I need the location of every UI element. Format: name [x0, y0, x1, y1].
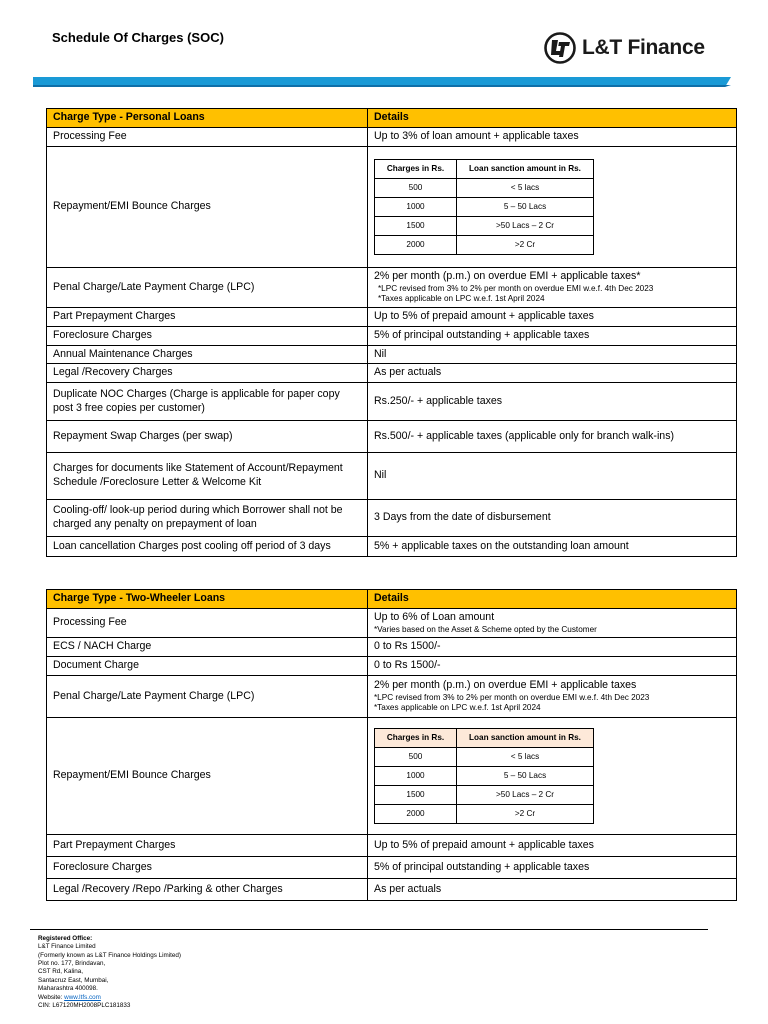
sub-row	[375, 785, 594, 804]
penal-note: *Taxes applicable on LPC w.e.f. 1st April 2024	[378, 294, 545, 304]
footer-line: Santacruz East, Mumbai,	[38, 976, 109, 984]
sub-header-cell: Loan sanction amount in Rs.	[457, 728, 594, 747]
charge-detail: 5% of principal outstanding + applicable taxes	[368, 326, 737, 345]
two-wheeler-loans-table	[46, 589, 737, 901]
charge-detail: Nil	[368, 453, 737, 500]
charge-detail: Nil	[368, 345, 737, 364]
charge-label: Foreclosure Charges	[47, 856, 368, 878]
table-header-row	[47, 590, 737, 609]
penal-main: 2% per month (p.m.) on overdue EMI + applicable taxes	[374, 678, 637, 691]
penal-note: *LPC revised from 3% to 2% per month on overdue EMI w.e.f. 4th Dec 2023	[378, 283, 654, 293]
penal-note: *Taxes applicable on LPC w.e.f. 1st April 2024	[374, 703, 541, 713]
table-row	[47, 856, 737, 878]
charge-label: Document Charge	[47, 657, 368, 676]
sub-cell: 2000	[375, 804, 457, 823]
charge-label: Part Prepayment Charges	[47, 834, 368, 856]
footer-heading: Registered Office:	[38, 935, 93, 942]
processing-main: Up to 6% of Loan amount	[374, 611, 495, 623]
sub-row	[375, 198, 594, 217]
sub-cell: 2000	[375, 236, 457, 255]
charge-detail	[368, 609, 737, 638]
brand-name: L&T Finance	[582, 36, 705, 59]
charge-label: Repayment Swap Charges (per swap)	[47, 421, 368, 453]
sub-cell: >2 Cr	[457, 804, 594, 823]
website-link[interactable]: www.ltfs.com	[64, 993, 101, 1001]
bounce-charges-table	[374, 728, 594, 824]
sub-cell: < 5 lacs	[457, 747, 594, 766]
penal-main: 2% per month (p.m.) on overdue EMI + applicable taxes*	[374, 270, 641, 282]
sub-header-cell: Loan sanction amount in Rs.	[457, 160, 594, 179]
registered-office-block	[38, 935, 181, 1010]
table-header-row	[47, 109, 737, 128]
table-row	[47, 308, 737, 327]
sub-row	[375, 179, 594, 198]
sub-header-row	[375, 728, 594, 747]
charge-label: Part Prepayment Charges	[47, 308, 368, 327]
table-row	[47, 609, 737, 638]
table-row	[47, 383, 737, 421]
sub-cell: 500	[375, 747, 457, 766]
sub-row	[375, 747, 594, 766]
charge-label: Processing Fee	[47, 128, 368, 147]
header-details: Details	[368, 590, 737, 609]
page-title: Schedule Of Charges (SOC)	[52, 30, 224, 45]
bounce-charges-table	[374, 159, 594, 255]
table-row	[47, 268, 737, 308]
sub-cell: 5 – 50 Lacs	[457, 766, 594, 785]
sub-header-row	[375, 160, 594, 179]
table-row	[47, 537, 737, 557]
footer-line: Maharashtra 400098.	[38, 985, 98, 993]
sub-row	[375, 804, 594, 823]
charge-label: Repayment/EMI Bounce Charges	[47, 717, 368, 834]
charge-detail: 5% + applicable taxes on the outstanding loan amount	[368, 537, 737, 557]
table-row	[47, 878, 737, 900]
table-row	[47, 638, 737, 657]
sub-row	[375, 236, 594, 255]
charge-detail: Up to 3% of loan amount + applicable taxes	[368, 128, 737, 147]
charge-detail	[368, 268, 737, 308]
charge-label: Annual Maintenance Charges	[47, 345, 368, 364]
table-row	[47, 500, 737, 537]
footer-website	[38, 994, 181, 1002]
header-details: Details	[368, 109, 737, 128]
table-row	[47, 717, 737, 834]
charge-detail: Up to 5% of prepaid amount + applicable taxes	[368, 834, 737, 856]
table-row	[47, 364, 737, 383]
footer-line: L&T Finance Limited	[38, 943, 96, 951]
charge-label: ECS / NACH Charge	[47, 638, 368, 657]
sub-header-cell: Charges in Rs.	[375, 728, 457, 747]
footer-cin: CIN: L67120MH2008PLC181833	[38, 1001, 131, 1009]
table-row	[47, 453, 737, 500]
sub-cell: 5 – 50 Lacs	[457, 198, 594, 217]
sub-cell: < 5 lacs	[457, 179, 594, 198]
footer-line: Plot no. 177, Brindavan,	[38, 960, 106, 968]
table-row	[47, 675, 737, 717]
sub-row	[375, 766, 594, 785]
charge-label: Foreclosure Charges	[47, 326, 368, 345]
sub-row	[375, 217, 594, 236]
charge-detail: As per actuals	[368, 364, 737, 383]
sub-cell: 500	[375, 179, 457, 198]
table-row	[47, 128, 737, 147]
charge-label: Penal Charge/Late Payment Charge (LPC)	[47, 268, 368, 308]
charge-detail: 0 to Rs 1500/-	[368, 657, 737, 676]
table-row	[47, 345, 737, 364]
charge-label: Duplicate NOC Charges (Charge is applicable for paper copy post 3 free copies per customer)	[47, 383, 368, 421]
sub-cell: >50 Lacs – 2 Cr	[457, 217, 594, 236]
charge-label: Legal /Recovery /Repo /Parking & other Charges	[47, 878, 368, 900]
header-charge-type: Charge Type - Two-Wheeler Loans	[47, 590, 368, 609]
header-charge-type: Charge Type - Personal Loans	[47, 109, 368, 128]
charge-detail: 5% of principal outstanding + applicable taxes	[368, 856, 737, 878]
charge-label: Penal Charge/Late Payment Charge (LPC)	[47, 675, 368, 717]
charge-detail	[368, 717, 737, 834]
charge-label: Legal /Recovery Charges	[47, 364, 368, 383]
charge-label: Cooling-off/ look-up period during which Borrower shall not be charged any penalty on prepayment of loan	[47, 500, 368, 537]
processing-note: *Varies based on the Asset & Scheme opted by the Customer	[374, 624, 597, 634]
footer-line: CST Rd, Kalina,	[38, 968, 84, 976]
footer-divider	[30, 929, 708, 930]
charge-detail	[368, 675, 737, 717]
table-row	[47, 834, 737, 856]
brand-logo	[543, 31, 705, 65]
charge-label: Loan cancellation Charges post cooling off period of 3 days	[47, 537, 368, 557]
sub-cell: 1500	[375, 217, 457, 236]
table-row	[47, 147, 737, 268]
table-row	[47, 326, 737, 345]
website-label: Website:	[38, 993, 65, 1001]
table-row	[47, 421, 737, 453]
charge-label: Charges for documents like Statement of Account/Repayment Schedule /Foreclosure Letter & Welcome Kit	[47, 453, 368, 500]
charge-detail: Rs.500/- + applicable taxes (applicable only for branch walk-ins)	[368, 421, 737, 453]
sub-cell: 1000	[375, 766, 457, 785]
charge-detail: 3 Days from the date of disbursement	[368, 500, 737, 537]
charge-detail: 0 to Rs 1500/-	[368, 638, 737, 657]
table-row	[47, 657, 737, 676]
charge-detail: Up to 5% of prepaid amount + applicable taxes	[368, 308, 737, 327]
charge-detail: Rs.250/- + applicable taxes	[368, 383, 737, 421]
charge-detail: As per actuals	[368, 878, 737, 900]
sub-cell: >2 Cr	[457, 236, 594, 255]
lt-logo-icon	[543, 31, 577, 65]
sub-cell: 1500	[375, 785, 457, 804]
charge-label: Processing Fee	[47, 609, 368, 638]
charge-label: Repayment/EMI Bounce Charges	[47, 147, 368, 268]
charge-detail	[368, 147, 737, 268]
personal-loans-table	[46, 108, 737, 557]
penal-note: *LPC revised from 3% to 2% per month on overdue EMI w.e.f. 4th Dec 2023	[374, 692, 650, 702]
sub-cell: 1000	[375, 198, 457, 217]
header-accent-bar	[33, 77, 731, 87]
footer-line: (Formerly known as L&T Finance Holdings Limited)	[38, 951, 182, 959]
sub-header-cell: Charges in Rs.	[375, 160, 457, 179]
sub-cell: >50 Lacs – 2 Cr	[457, 785, 594, 804]
